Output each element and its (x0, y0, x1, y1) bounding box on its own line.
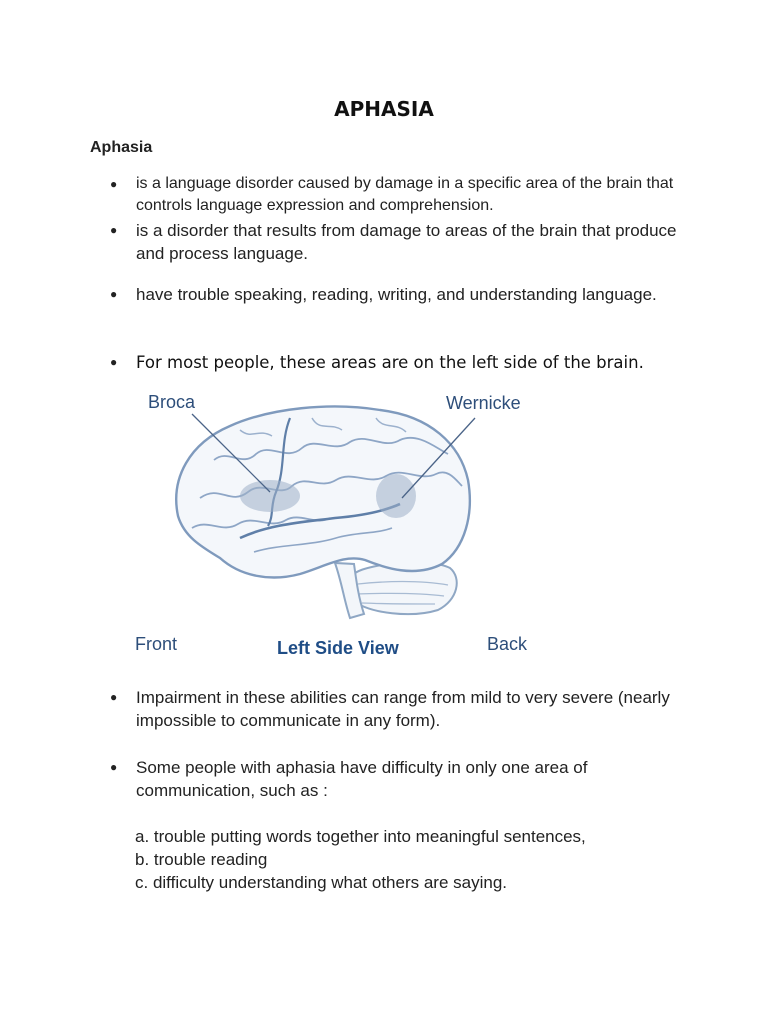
bullet-icon: ● (110, 760, 118, 774)
page-title: APHASIA (334, 97, 434, 121)
list-item-text: is a language disorder caused by damage in a specific area of the brain that controls language expression and comprehension. (136, 175, 674, 214)
bullet-icon: ● (110, 287, 118, 301)
list-item (110, 686, 690, 732)
brain-figure (130, 388, 550, 668)
sub-list (135, 825, 695, 894)
list-item (110, 283, 690, 306)
sub-list-item: a. trouble putting words together into meaningful sentences, (135, 827, 586, 846)
list-item (110, 219, 690, 265)
brain-illustration (130, 388, 550, 668)
list-item-text: Some people with aphasia have difficulty in only one area of communication, such as : (136, 758, 588, 800)
back-label: Back (487, 634, 528, 654)
broca-label: Broca (148, 392, 196, 412)
list-item-text: Impairment in these abilities can range from mild to very severe (nearly impossible to communicate in any form). (136, 688, 670, 730)
sub-list-item: b. trouble reading (135, 850, 268, 869)
bullet-icon: ● (110, 223, 118, 237)
sub-list-item: c. difficulty understanding what others are saying. (135, 873, 508, 892)
list-item-text: For most people, these areas are on the left side of the brain. (136, 353, 644, 372)
list-item (110, 351, 690, 374)
list-item-text: have trouble speaking, reading, writing, and understanding language. (136, 285, 657, 304)
bullet-icon: ● (110, 177, 118, 191)
section-heading: Aphasia (90, 139, 153, 156)
bullet-icon: ● (110, 355, 118, 369)
wernicke-label: Wernicke (446, 393, 521, 413)
list-item-text: is a disorder that results from damage to areas of the brain that produce and process language. (136, 221, 677, 263)
front-label: Front (135, 634, 178, 654)
list-item (110, 173, 690, 217)
list-item (110, 756, 690, 802)
bullet-icon: ● (110, 690, 118, 704)
figure-caption: Left Side View (277, 638, 399, 658)
